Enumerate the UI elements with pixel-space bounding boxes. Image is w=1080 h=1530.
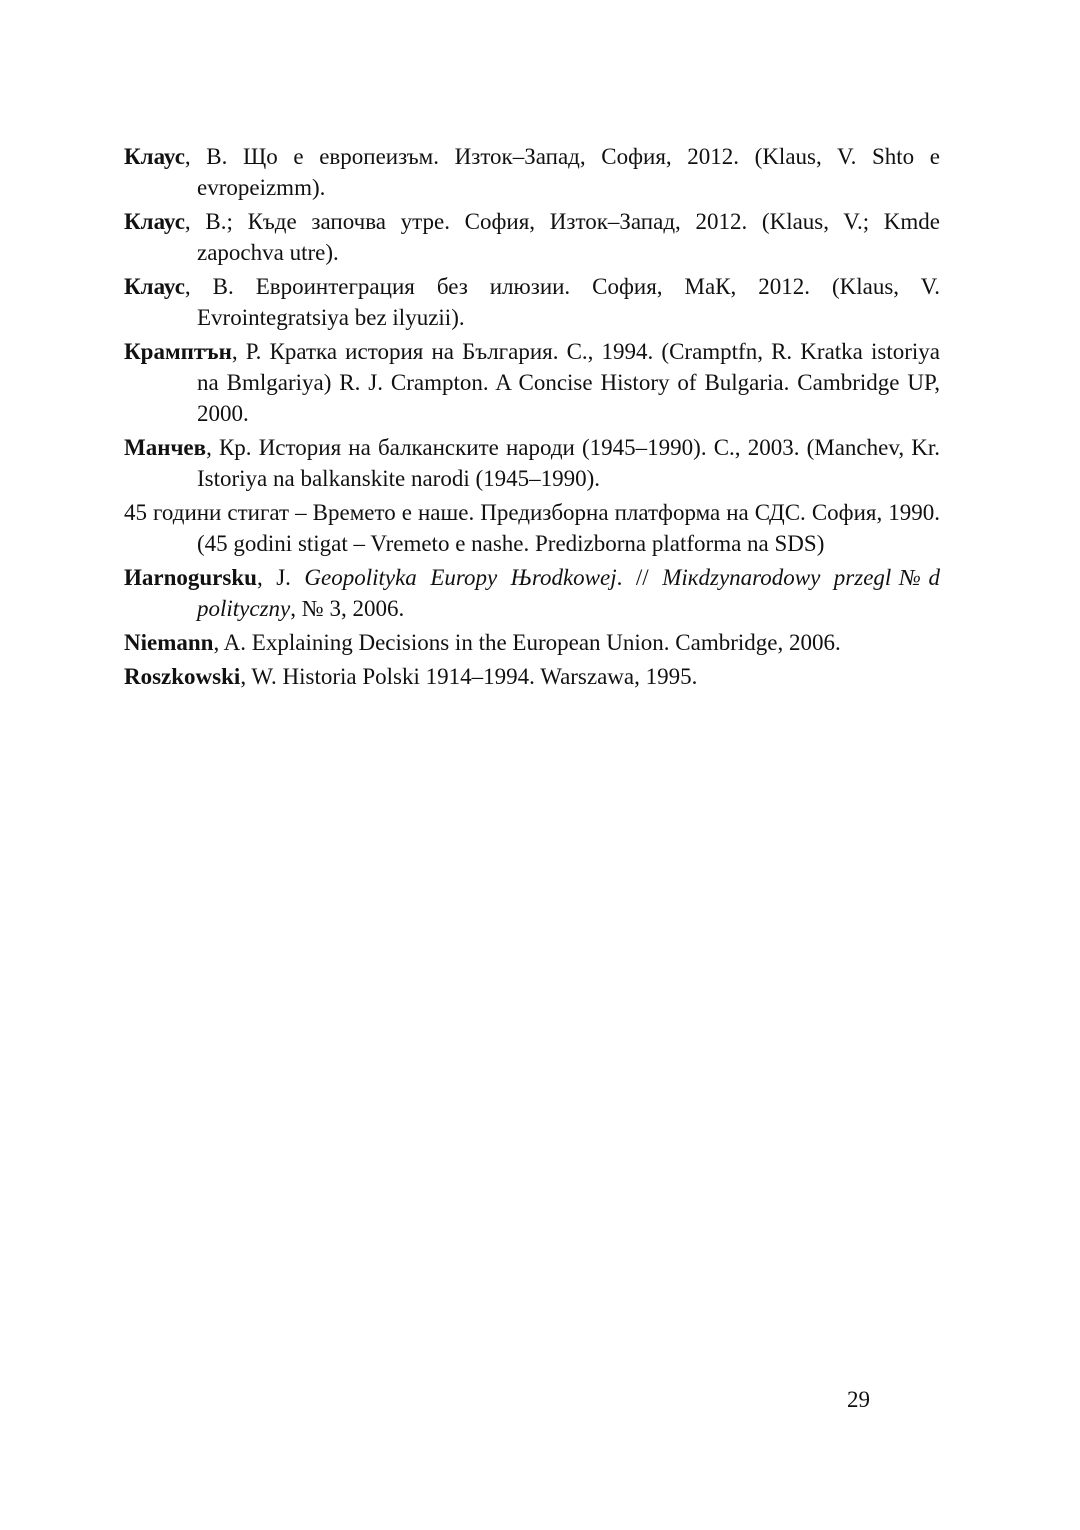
reference-entry	[124, 336, 940, 429]
reference-text: , Кр. История на балканските народи (1945–1990). С., 2003. (Manchev, Kr. Istoriya na balkanskite narodi (1945–1990).	[197, 435, 940, 491]
reference-author: Клаус	[124, 144, 185, 169]
reference-text: , J.	[256, 565, 305, 590]
reference-author: Roszkowski	[124, 664, 241, 689]
reference-text: , В. Що е европеизъм. Изток–Запад, София, 2012. (Klaus, V. Shto e evropeizmm).	[184, 144, 940, 200]
reference-text: 45 години стигат – Времето е наше. Предизборна платформа на СДС. София, 1990. (45 godini stigat – Vremeto e nashe. Predizborna platforma na SDS)	[124, 500, 940, 556]
reference-journal: Mікdzynarodowy przegl№d polityczny	[197, 565, 941, 621]
reference-text: , № 3, 2006.	[290, 596, 405, 621]
reference-author: Иarnogursku	[124, 565, 257, 590]
reference-text: , A. Explaining Decisions in the European Union. Cambridge, 2006.	[213, 630, 841, 655]
reference-text: , Р. Кратка история на България. С., 1994. (Cramptfn, R. Kratka istoriya na Bmlgariya) R. J. Crampton. A Concise History of Bulgaria. Cambridge UP, 2000.	[197, 339, 940, 426]
reference-entry	[124, 627, 940, 658]
reference-author: Манчев	[124, 435, 207, 460]
reference-entry	[124, 661, 940, 692]
reference-text: , В.; Къде започва утре. София, Изток–Запад, 2012. (Klaus, V.; Kmde zapochva utre).	[184, 209, 940, 265]
reference-author: Клаус	[124, 274, 185, 299]
reference-entry	[124, 141, 940, 203]
reference-title: Geopolityka Europy Њrodkowej	[304, 565, 617, 590]
reference-author: Клаус	[124, 209, 185, 234]
reference-text: , В. Евроинтеграция без илюзии. София, МаК, 2012. (Klaus, V. Evrointegratsiya bez ilyuzii).	[184, 274, 940, 330]
reference-entry	[124, 562, 940, 624]
reference-text: . //	[616, 565, 663, 590]
page-number: 29	[847, 1387, 870, 1412]
reference-entry	[124, 271, 940, 333]
reference-entry	[124, 206, 940, 268]
reference-author: Крамптън	[124, 339, 232, 364]
reference-author: Niemann	[124, 630, 214, 655]
bibliography-list	[124, 141, 940, 695]
reference-text: , W. Historia Polski 1914–1994. Warszawa, 1995.	[240, 664, 698, 689]
reference-entry	[124, 432, 940, 494]
reference-entry	[124, 497, 940, 559]
